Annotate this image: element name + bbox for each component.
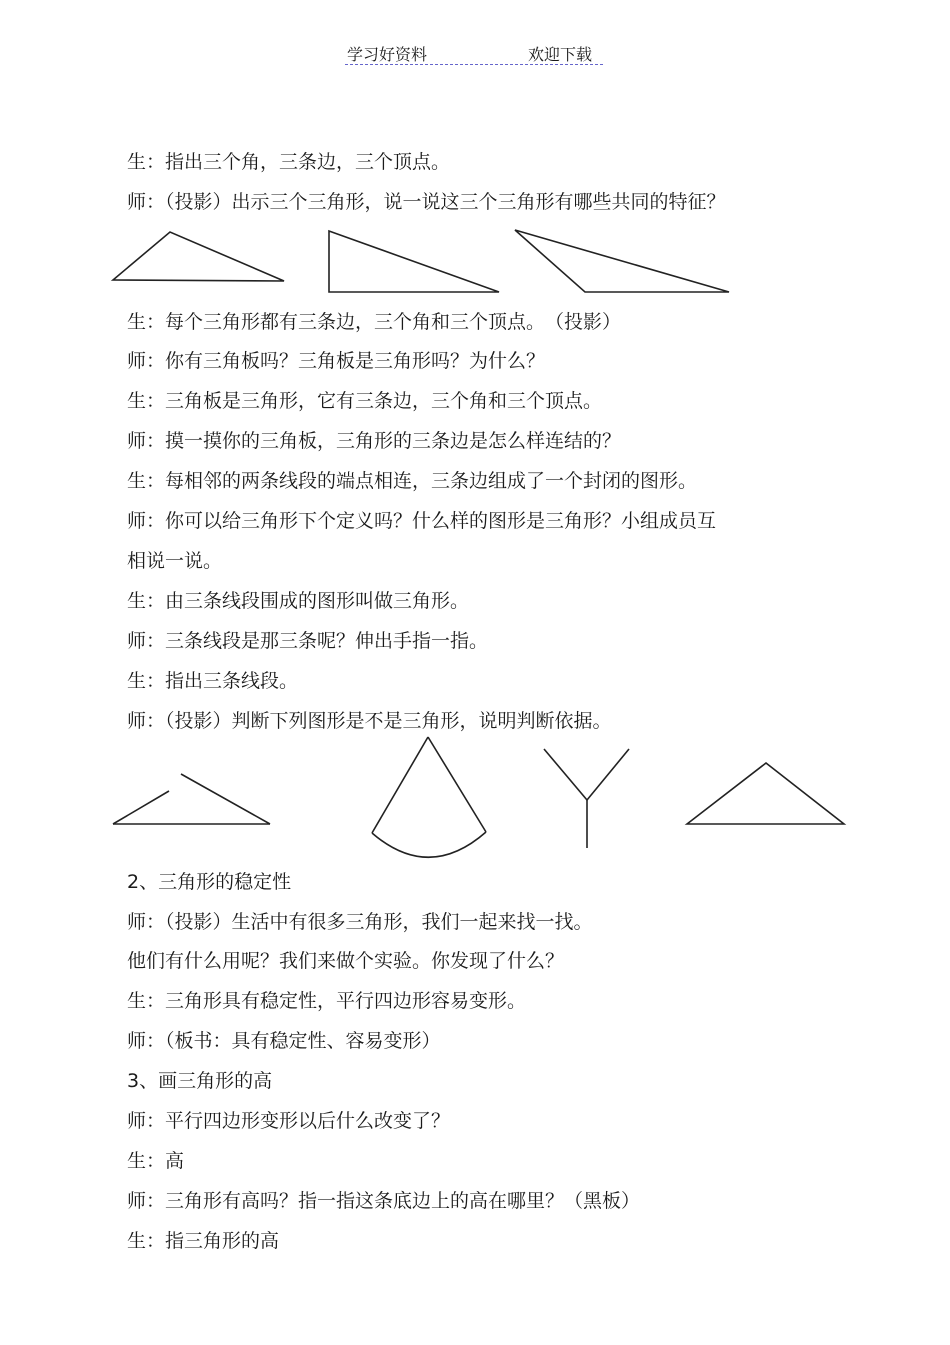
- obtuse-triangle: [113, 232, 284, 281]
- header-left-text: 学习好资料: [347, 45, 428, 64]
- text-line: 师：你有三角板吗？三角板是三角形吗？为什么？: [127, 350, 546, 372]
- text-line: 他们有什么用呢？我们来做个实验。你发现了什么？: [127, 950, 565, 972]
- text-line: 师：三角形有高吗？指一指这条底边上的高在哪里？（黑板）: [127, 1190, 641, 1212]
- text-line: 师：（投影）判断下列图形是不是三角形，说明判断依据。: [127, 710, 612, 732]
- header-right-text: 欢迎下载: [528, 45, 593, 64]
- page-header: [345, 40, 603, 65]
- text-line: 生：每个三角形都有三条边，三个角和三个顶点。 （投影）: [127, 311, 622, 333]
- text-line: 生：指三角形的高: [127, 1230, 280, 1252]
- text-line: 生：每相邻的两条线段的端点相连，三条边组成了一个封闭的图形。: [127, 470, 698, 492]
- section-heading: 2、三角形的稳定性: [127, 871, 292, 893]
- text-line: 生：由三条线段围成的图形叫做三角形。: [127, 590, 470, 612]
- text-line: 师：（板书：具有稳定性、容易变形）: [127, 1030, 441, 1052]
- text-line: 师：三条线段是那三条呢？伸出手指一指。: [127, 630, 489, 652]
- text-line: 生：三角形具有稳定性，平行四边形容易变形。: [127, 990, 527, 1012]
- text-line: 生：高: [127, 1150, 185, 1172]
- text-line: 师：（投影）生活中有很多三角形，我们一起来找一找。: [127, 911, 593, 933]
- sector-shape: [372, 737, 486, 857]
- text-line: 师：平行四边形变形以后什么改变了？: [127, 1110, 451, 1132]
- wide-obtuse-triangle: [515, 230, 729, 292]
- right-triangle: [329, 231, 499, 292]
- text-line: 生：三角板是三角形，它有三条边，三个角和三个顶点。: [127, 390, 603, 412]
- closed-triangle: [687, 763, 844, 824]
- section-heading: 3、画三角形的高: [127, 1070, 273, 1092]
- text-line: 师：（投影）出示三个三角形，说一说这三个三角形有哪些共同的特征？: [127, 191, 726, 213]
- text-line: 相说一说。: [127, 550, 223, 572]
- text-line: 师：摸一摸你的三角板，三角形的三条边是怎么样连结的？: [127, 430, 622, 452]
- text-line: 生：指出三条线段。: [127, 670, 299, 692]
- judge-shapes-figure: [0, 730, 950, 870]
- y-shape: [544, 749, 629, 848]
- text-line: 生：指出三个角，三条边，三个顶点。: [127, 151, 451, 173]
- open-triangle-shape: [113, 774, 270, 824]
- three-triangles-figure: [0, 220, 950, 300]
- text-line: 师：你可以给三角形下个定义吗？什么样的图形是三角形？小组成员互: [127, 510, 717, 532]
